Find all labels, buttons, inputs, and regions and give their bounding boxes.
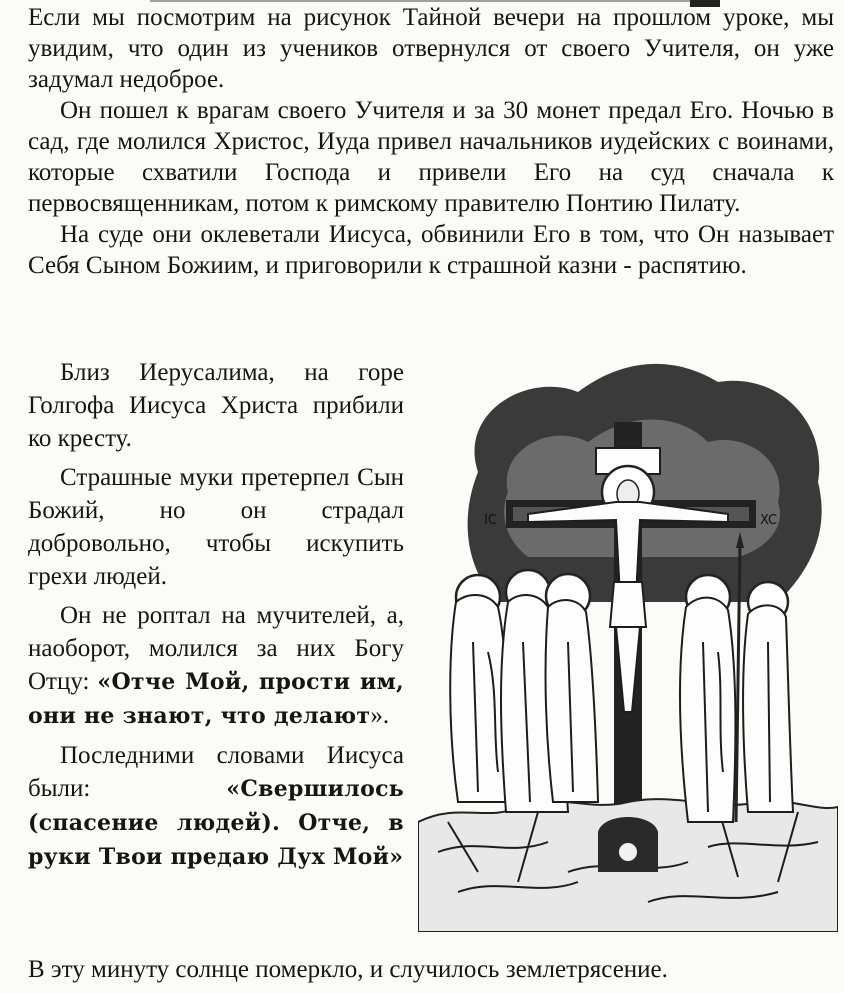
paragraph-1: Если мы посмотрим на рисунок Тайной вечери на прошлом уроке, мы увидим, что один из учеников отвернулся от своего Учителя, он уже задумал недоброе.: [28, 4, 834, 93]
last-words-quote: «Свершилось (спасение людей). Отче, в руки Твои предаю Дух Мой»: [28, 776, 404, 870]
paragraph-2: Он пошел к врагам своего Учителя и за 30 монет предал Его. Ночью в сад, где молился Христос, Иуда привел начальников иудейских с воинами, которые схватили Господа и привели Его на суд сначала к первосвященникам, потом к римскому правителю Понтию Пилату.: [28, 97, 834, 217]
prayer-quote: «Отче Мой, прости им, они не знают, что делают: [28, 669, 404, 729]
column-paragraph-4: [28, 739, 404, 874]
prayer-end: ».: [370, 702, 390, 729]
column-paragraph-1: Близ Иерусалима, на горе Голгофа Иисуса Христа прибили ко кресту.: [28, 359, 404, 452]
prayer-intro: Он не роптал на мучителей, а, наоборот, молился за них Богу Отцу:: [28, 602, 404, 695]
closing-sentence: В эту минуту солнце померкло, и случилось землетрясение.: [28, 956, 668, 983]
column-paragraph-2: Страшные муки претерпел Сын Божий, но он страдал добровольно, чтобы искупить грехи людей.: [28, 464, 404, 590]
paragraph-3: На суде они оклеветали Иисуса, обвинили Его в том, что Он называет Себя Сыном Божиим, и приговорили к страшной казни - распятию.: [28, 221, 834, 279]
crucifixion-icon: [418, 352, 838, 932]
intro-text: [28, 2, 834, 281]
xc-inscription: XC: [760, 513, 778, 528]
column-paragraph-3: [28, 599, 404, 733]
ic-inscription: IC: [484, 513, 497, 528]
left-column-text: [28, 356, 404, 880]
last-words-intro: Последними словами Иисуса были:: [28, 742, 404, 802]
